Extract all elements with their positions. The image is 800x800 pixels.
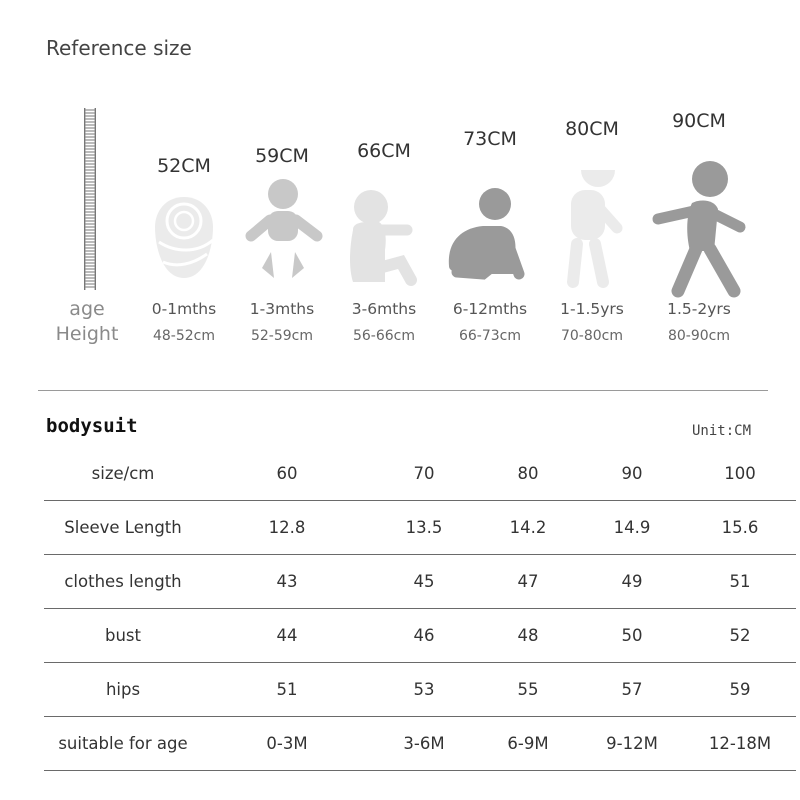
figure-height-label: 56-66cm: [352, 328, 415, 344]
figure-height-label: 70-80cm: [560, 328, 623, 344]
table-cell: 52: [684, 609, 796, 663]
table-cell: 51: [202, 663, 372, 717]
table-cell: 53: [372, 663, 476, 717]
size-figure-66cm: [329, 100, 439, 360]
figure-cm-label: 59CM: [255, 145, 309, 167]
table-row: [44, 501, 796, 555]
table-cell: 9-12M: [580, 717, 684, 771]
section-divider: [38, 390, 768, 391]
table-cell: 45: [372, 555, 476, 609]
size-figure-90cm: [644, 100, 754, 360]
table-cell: 14.2: [476, 501, 580, 555]
table-cell: 44: [202, 609, 372, 663]
height-ruler-icon: [82, 108, 98, 290]
row-label-cell: bust: [44, 609, 202, 663]
figure-height-label: 80-90cm: [667, 328, 730, 344]
table-cell: 90: [580, 446, 684, 501]
size-figure-52cm: [129, 100, 239, 360]
figure-cm-label: 66CM: [357, 140, 411, 162]
table-cell: 50: [580, 609, 684, 663]
table-cell: 48: [476, 609, 580, 663]
table-cell: 13.5: [372, 501, 476, 555]
section-title: bodysuit: [46, 415, 138, 437]
crawling-baby-icon: [435, 170, 545, 300]
swaddled-newborn-icon: [129, 170, 239, 300]
row-label-cell: suitable for age: [44, 717, 202, 771]
table-row: [44, 717, 796, 771]
size-figure-73cm: [435, 100, 545, 360]
table-cell: 100: [684, 446, 796, 501]
table-cell: 15.6: [684, 501, 796, 555]
table-cell: 49: [580, 555, 684, 609]
size-figure-80cm: [537, 100, 647, 360]
size-table: [44, 446, 796, 771]
table-cell: 0-3M: [202, 717, 372, 771]
height-label: Height: [55, 323, 119, 345]
table-cell: 3-6M: [372, 717, 476, 771]
sitting-baby-icon: [329, 170, 439, 300]
figure-age-label: 3-6mths: [351, 300, 417, 318]
table-row: [44, 663, 796, 717]
table-cell: 12-18M: [684, 717, 796, 771]
row-label-cell: Sleeve Length: [44, 501, 202, 555]
table-cell: 43: [202, 555, 372, 609]
table-row: [44, 555, 796, 609]
table-cell: 70: [372, 446, 476, 501]
infant-icon: [227, 170, 337, 300]
row-label-cell: size/cm: [44, 446, 202, 501]
table-cell: 51: [684, 555, 796, 609]
size-figure-59cm: [227, 100, 337, 360]
table-cell: 57: [580, 663, 684, 717]
figure-age-label: 1.5-2yrs: [667, 300, 731, 318]
table-cell: 6-9M: [476, 717, 580, 771]
figure-cm-label: 90CM: [672, 110, 726, 132]
table-row: [44, 609, 796, 663]
toddler-walking-icon: [537, 170, 647, 300]
table-cell: 12.8: [202, 501, 372, 555]
table-cell: 60: [202, 446, 372, 501]
child-walking-icon: [644, 140, 754, 300]
table-cell: 80: [476, 446, 580, 501]
figure-age-label: 6-12mths: [452, 300, 528, 318]
figure-height-label: 48-52cm: [152, 328, 215, 344]
figure-height-label: 66-73cm: [458, 328, 521, 344]
figure-age-label: 1-1.5yrs: [560, 300, 624, 318]
figure-age-label: 1-3mths: [249, 300, 315, 318]
table-cell: 46: [372, 609, 476, 663]
table-cell: 59: [684, 663, 796, 717]
figure-age-label: 0-1mths: [151, 300, 217, 318]
table-cell: 47: [476, 555, 580, 609]
figure-cm-label: 52CM: [157, 155, 211, 177]
page-title: Reference size: [46, 36, 192, 60]
age-label: age: [69, 298, 105, 320]
table-header-row: [44, 446, 796, 501]
figure-cm-label: 80CM: [565, 118, 619, 140]
row-label-cell: clothes length: [44, 555, 202, 609]
figure-cm-label: 73CM: [463, 128, 517, 150]
unit-label: Unit:CM: [692, 423, 752, 439]
row-label-cell: hips: [44, 663, 202, 717]
table-cell: 55: [476, 663, 580, 717]
table-cell: 14.9: [580, 501, 684, 555]
figure-height-label: 52-59cm: [250, 328, 313, 344]
